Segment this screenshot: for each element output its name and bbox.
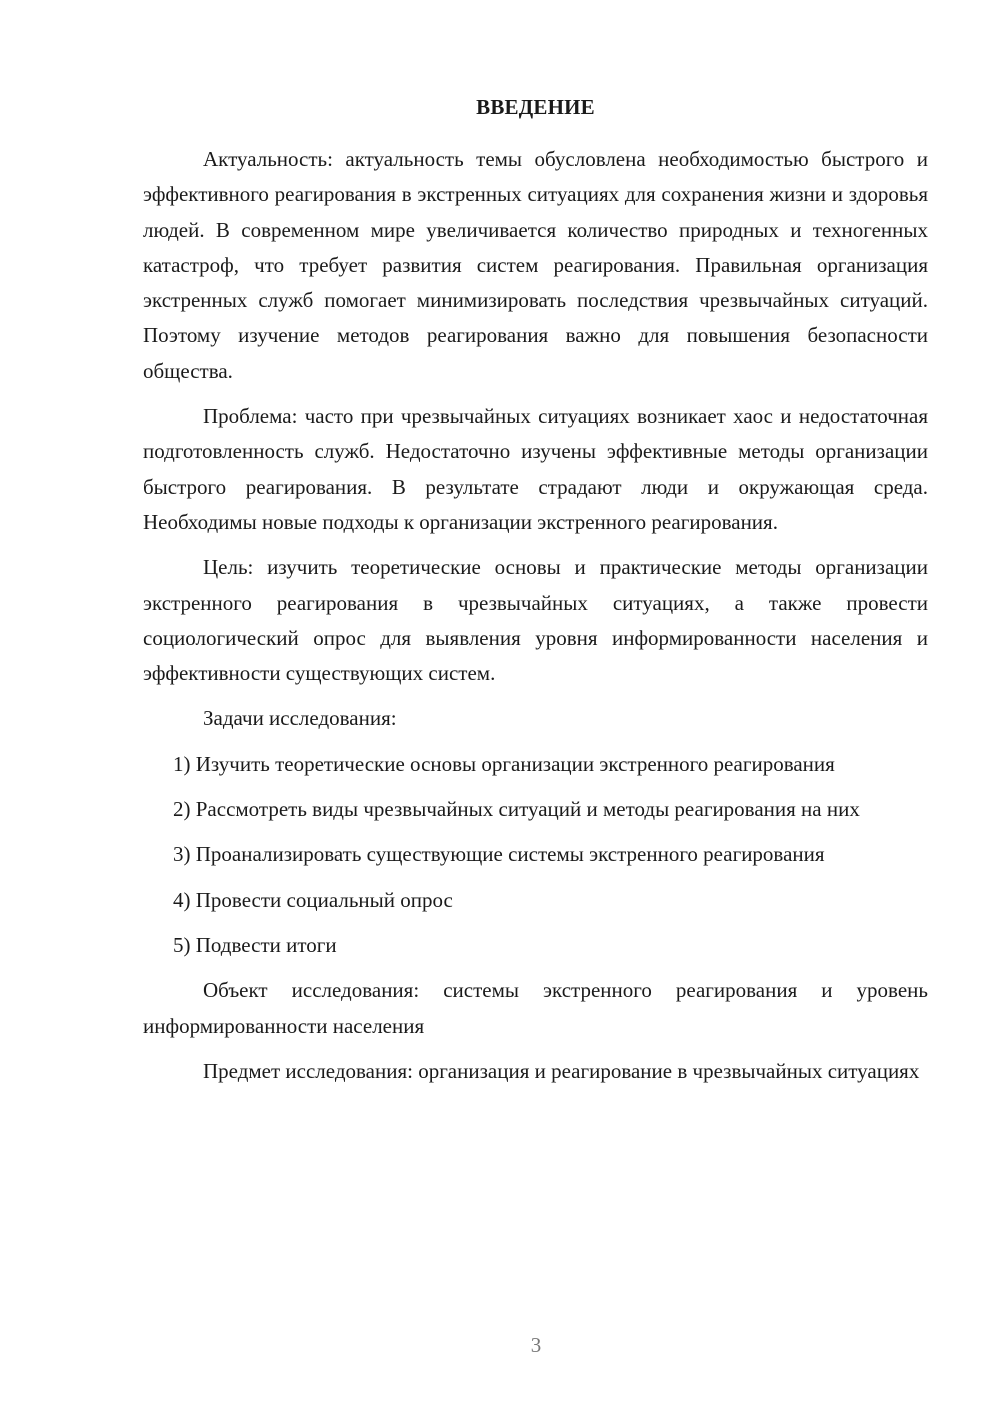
- goal-paragraph: Цель: изучить теоретические основы и практические методы организации экстренного реагирования в чрезвычайных ситуациях, а также провести социологический опрос для выявления уровня информированности населения и эффективности существующих систем.: [143, 555, 928, 686]
- subject-paragraph: Предмет исследования: организация и реагирование в чрезвычайных ситуациях: [203, 1058, 920, 1083]
- task-item-4: 4) Провести социальный опрос: [173, 887, 453, 912]
- page-number: 3: [530, 1333, 542, 1357]
- task-item-1: 1) Изучить теоретические основы организации экстренного реагирования: [173, 751, 835, 776]
- tasks-heading: Задачи исследования:: [203, 706, 397, 731]
- document-page: [143, 92, 928, 1099]
- section-title: ВВЕДЕНИЕ: [476, 95, 595, 119]
- object-paragraph: Объект исследования: системы экстренного реагирования и уровень информированности населения: [143, 978, 928, 1038]
- relevance-paragraph: Актуальность: актуальность темы обусловлена необходимостью быстрого и эффективного реагирования в экстренных ситуациях для сохранения жизни и здоровья людей. В современном мире увеличивается количество природных и техногенных катастроф, что требует развития систем реагирования. Правильная организация экстренных служб помогает минимизировать последствия чрезвычайных ситуаций. Поэтому изучение методов реагирования важно для повышения безопасности общества.: [143, 147, 928, 383]
- task-item-3: 3) Проанализировать существующие системы экстренного реагирования: [173, 842, 825, 867]
- task-item-5: 5) Подвести итоги: [173, 932, 337, 957]
- problem-paragraph: Проблема: часто при чрезвычайных ситуациях возникает хаос и недостаточная подготовленность служб. Недостаточно изучены эффективные методы организации быстрого реагирования. В результате страдают люди и окружающая среда. Необходимы новые подходы к организации экстренного реагирования.: [143, 404, 928, 534]
- task-item-2: 2) Рассмотреть виды чрезвычайных ситуаций и методы реагирования на них: [173, 797, 860, 822]
